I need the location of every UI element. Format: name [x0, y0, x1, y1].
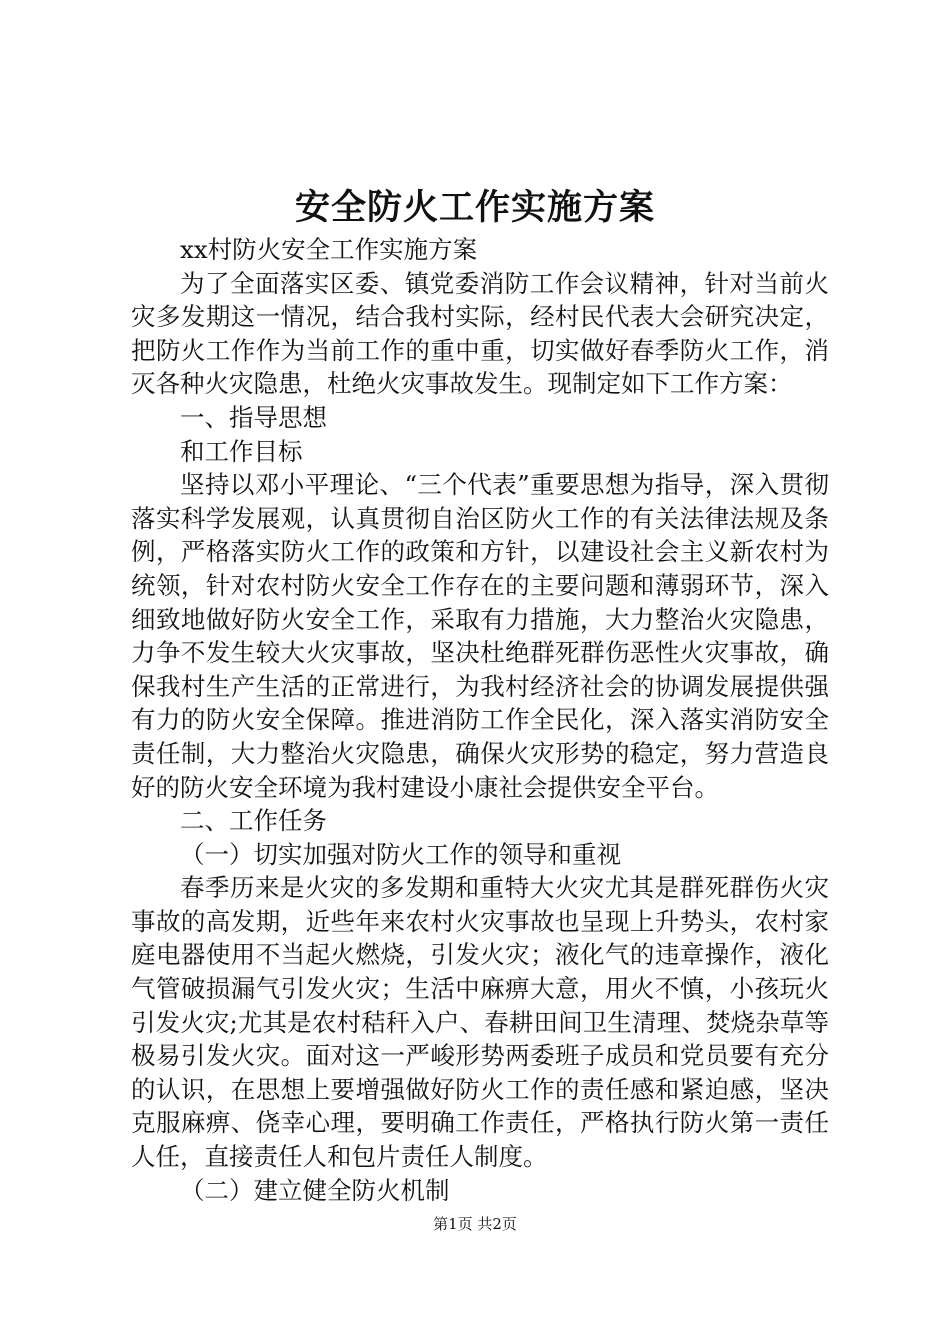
paragraph-subtitle: xx村防火安全工作实施方案: [180, 235, 478, 264]
paragraph-guiding-content: 坚持以邓小平理论、“三个代表”重要思想为指导，深入贯彻落实科学发展观，认真贯彻自治区防火工作的有关法律法规及条例，严格落实防火工作的政策和方针，以建设社会主义新农村为统领，针对农村防火安全工作存在的主要问题和薄弱环节，深入细致地做好防火安全工作，采取有力措施，大力整治火灾隐患，力争不发生较大火灾事故，坚决杜绝群死群伤恶性火灾事故，确保我村生产生活的正常进行，为我村经济社会的协调发展提供强有力的防火安全保障。推进消防工作全民化，深入落实消防安全责任制，大力整治火灾隐患，确保火灾形势的稳定，努力营造良好的防火安全环境为我村建设小康社会提供安全平台。: [131, 470, 829, 802]
heading-work-tasks: 二、工作任务: [180, 806, 327, 836]
page-number-footer: 第1页 共2页: [433, 1215, 517, 1233]
document-body: [131, 233, 829, 1207]
subheading-leadership: （一）切实加强对防火工作的领导和重视: [180, 839, 621, 869]
heading-work-goal: 和工作目标: [180, 436, 303, 466]
heading-guiding-thought: 一、指导思想: [180, 402, 327, 432]
paragraph-leadership-content: 春季历来是火灾的多发期和重特大火灾尤其是群死群伤火灾事故的高发期，近些年来农村火灾事故也呈现上升势头，农村家庭电器使用不当起火燃烧，引发火灾；液化气的违章操作，液化气管破损漏气引发火灾；生活中麻痹大意，用火不慎，小孩玩火引发火灾;尤其是农村秸秆入户、春耕田间卫生清理、焚烧杂草等极易引发火灾。面对这一严峻形势两委班子成员和党员要有充分的认识，在思想上要增强做好防火工作的责任感和紧迫感，坚决克服麻痹、侥幸心理，要明确工作责任，严格执行防火第一责任人任，直接责任人和包片责任人制度。: [131, 873, 829, 1172]
subheading-mechanism: （二）建立健全防火机制: [180, 1175, 450, 1205]
paragraph-intro: 为了全面落实区委、镇党委消防工作会议精神，针对当前火灾多发期这一情况，结合我村实际，经村民代表大会研究决定，把防火工作作为当前工作的重中重，切实做好春季防火工作，消灭各种火灾隐患，杜绝火灾事故发生。现制定如下工作方案：: [131, 268, 829, 399]
document-title: 安全防火工作实施方案: [294, 187, 655, 228]
